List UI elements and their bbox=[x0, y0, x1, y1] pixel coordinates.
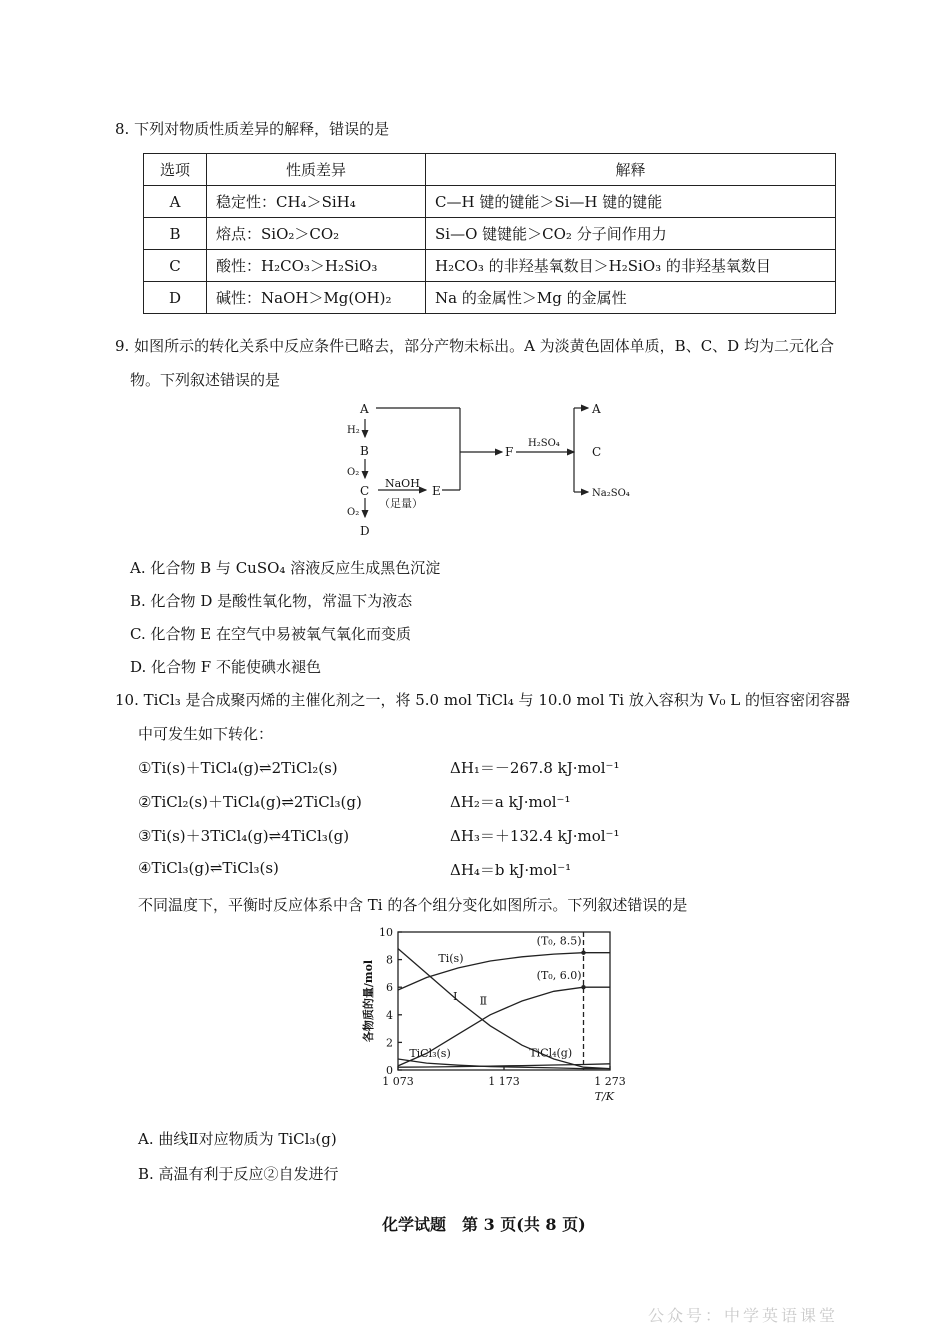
node-f: F bbox=[505, 445, 514, 459]
reaction-2-enthalpy: ΔH₂＝a kJ·mol⁻¹ bbox=[450, 793, 571, 811]
row-option: A bbox=[144, 186, 207, 218]
table-header-row bbox=[144, 154, 836, 186]
row-property: 熔点：SiO₂＞CO₂ bbox=[207, 218, 426, 250]
row-option: D bbox=[144, 282, 207, 314]
row-explanation: H₂CO₃ 的非羟基氧数目＞H₂SiO₃ 的非羟基氧数目 bbox=[426, 250, 836, 282]
node-d: D bbox=[360, 524, 370, 538]
reaction-4-enthalpy: ΔH₄＝b kJ·mol⁻¹ bbox=[450, 861, 572, 879]
row-option: C bbox=[144, 250, 207, 282]
q9-option-c: C. 化合物 E 在空气中易被氧气氧化而变质 bbox=[130, 625, 411, 643]
row-explanation: Na 的金属性＞Mg 的金属性 bbox=[426, 282, 836, 314]
row-property: 稳定性：CH₄＞SiH₄ bbox=[207, 186, 426, 218]
q9-option-b: B. 化合物 D 是酸性氧化物，常温下为液态 bbox=[130, 592, 413, 610]
q10-stem-line2: 中可发生如下转化： bbox=[138, 725, 274, 743]
x-tick-label: 1 273 bbox=[594, 1075, 626, 1088]
reaction-1-enthalpy: ΔH₁＝－267.8 kJ·mol⁻¹ bbox=[450, 759, 620, 777]
q9-conversion-diagram bbox=[330, 395, 650, 545]
table-row bbox=[144, 282, 836, 314]
q10-option-a: A. 曲线Ⅱ对应物质为 TiCl₃(g) bbox=[138, 1130, 337, 1148]
row-option: B bbox=[144, 218, 207, 250]
node-a: A bbox=[360, 402, 369, 416]
out-a: A bbox=[592, 402, 601, 416]
series-marker bbox=[581, 985, 585, 989]
row-property: 碱性：NaOH＞Mg(OH)₂ bbox=[207, 282, 426, 314]
node-b: B bbox=[360, 444, 369, 458]
reaction-3-enthalpy: ΔH₃＝＋132.4 kJ·mol⁻¹ bbox=[450, 827, 620, 845]
q8-table bbox=[143, 153, 836, 314]
node-c: C bbox=[360, 484, 370, 498]
y-tick-label: 0 bbox=[386, 1064, 393, 1077]
table-row bbox=[144, 218, 836, 250]
node-e: E bbox=[432, 484, 441, 498]
series-label: TiCl₃(s) bbox=[409, 1047, 451, 1061]
y-tick-label: 10 bbox=[379, 926, 393, 939]
label-o2-2: O₂ bbox=[347, 507, 360, 518]
watermark: 公众号：中学英语课堂 bbox=[648, 1306, 839, 1325]
page-footer: 化学试题 第 3 页(共 8 页) bbox=[382, 1215, 586, 1234]
reaction-4-equation: ④TiCl₃(g)⇌TiCl₃(s) bbox=[138, 859, 279, 877]
series-marker bbox=[581, 951, 585, 955]
label-o2-1: O₂ bbox=[347, 467, 360, 478]
series-label: Ⅱ bbox=[479, 994, 488, 1008]
row-explanation: Si—O 键键能＞CO₂ 分子间作用力 bbox=[426, 218, 836, 250]
header-property: 性质差异 bbox=[207, 154, 426, 186]
label-excess: （足量） bbox=[379, 497, 423, 510]
y-tick-label: 8 bbox=[386, 953, 393, 967]
y-tick-label: 6 bbox=[386, 981, 393, 995]
row-property: 酸性：H₂CO₃＞H₂SiO₃ bbox=[207, 250, 426, 282]
q8-stem: 8. 下列对物质性质差异的解释，错误的是 bbox=[115, 120, 390, 138]
q10-equilibrium-chart bbox=[360, 922, 650, 1122]
marker-label: (T₀, 6.0) bbox=[536, 969, 582, 983]
y-tick-label: 2 bbox=[386, 1036, 393, 1050]
marker-label: (T₀, 8.5) bbox=[536, 934, 582, 948]
x-axis-label: T/K bbox=[594, 1090, 614, 1103]
q10-stem-line3: 不同温度下，平衡时反应体系中含 Ti 的各个组分变化如图所示。下列叙述错误的是 bbox=[138, 896, 688, 914]
label-h2: H₂ bbox=[347, 425, 360, 436]
reaction-2-equation: ②TiCl₂(s)＋TiCl₄(g)⇌2TiCl₃(g) bbox=[138, 793, 362, 811]
out-na2so4: Na₂SO₄ bbox=[592, 488, 630, 499]
table-row bbox=[144, 186, 836, 218]
q9-option-a: A. 化合物 B 与 CuSO₄ 溶液反应生成黑色沉淀 bbox=[130, 559, 441, 577]
label-h2so4: H₂SO₄ bbox=[528, 438, 560, 449]
q10-option-b: B. 高温有利于反应②自发进行 bbox=[138, 1165, 339, 1183]
q9-stem-line2: 物。下列叙述错误的是 bbox=[130, 371, 281, 389]
series-label: Ⅰ bbox=[453, 989, 458, 1003]
x-tick-label: 1 073 bbox=[382, 1075, 414, 1088]
header-explanation: 解释 bbox=[426, 154, 836, 186]
reaction-3-equation: ③Ti(s)＋3TiCl₄(g)⇌4TiCl₃(g) bbox=[138, 827, 350, 845]
series-label: Ti(s) bbox=[438, 951, 464, 965]
series-label: TiCl₄(g) bbox=[529, 1046, 573, 1060]
q10-stem-line1: 10. TiCl₃ 是合成聚丙烯的主催化剂之一，将 5.0 mol TiCl₄ 与 10.0 mol Ti 放入容积为 V₀ L 的恒容密闭容器 bbox=[115, 691, 850, 709]
q9-option-d: D. 化合物 F 不能使碘水褪色 bbox=[130, 658, 321, 676]
y-axis-label: 各物质的量/mol bbox=[362, 959, 375, 1043]
header-option: 选项 bbox=[144, 154, 207, 186]
x-tick-label: 1 173 bbox=[488, 1075, 520, 1088]
label-naoh: NaOH bbox=[385, 477, 420, 490]
row-explanation: C—H 键的键能＞Si—H 键的键能 bbox=[426, 186, 836, 218]
q9-stem-line1: 9. 如图所示的转化关系中反应条件已略去，部分产物未标出。A 为淡黄色固体单质，B、C、D 均为二元化合 bbox=[115, 337, 834, 355]
y-tick-label: 4 bbox=[386, 1008, 393, 1022]
table-row bbox=[144, 250, 836, 282]
reaction-1-equation: ①Ti(s)＋TiCl₄(g)⇌2TiCl₂(s) bbox=[138, 759, 338, 777]
out-c: C bbox=[592, 445, 602, 459]
